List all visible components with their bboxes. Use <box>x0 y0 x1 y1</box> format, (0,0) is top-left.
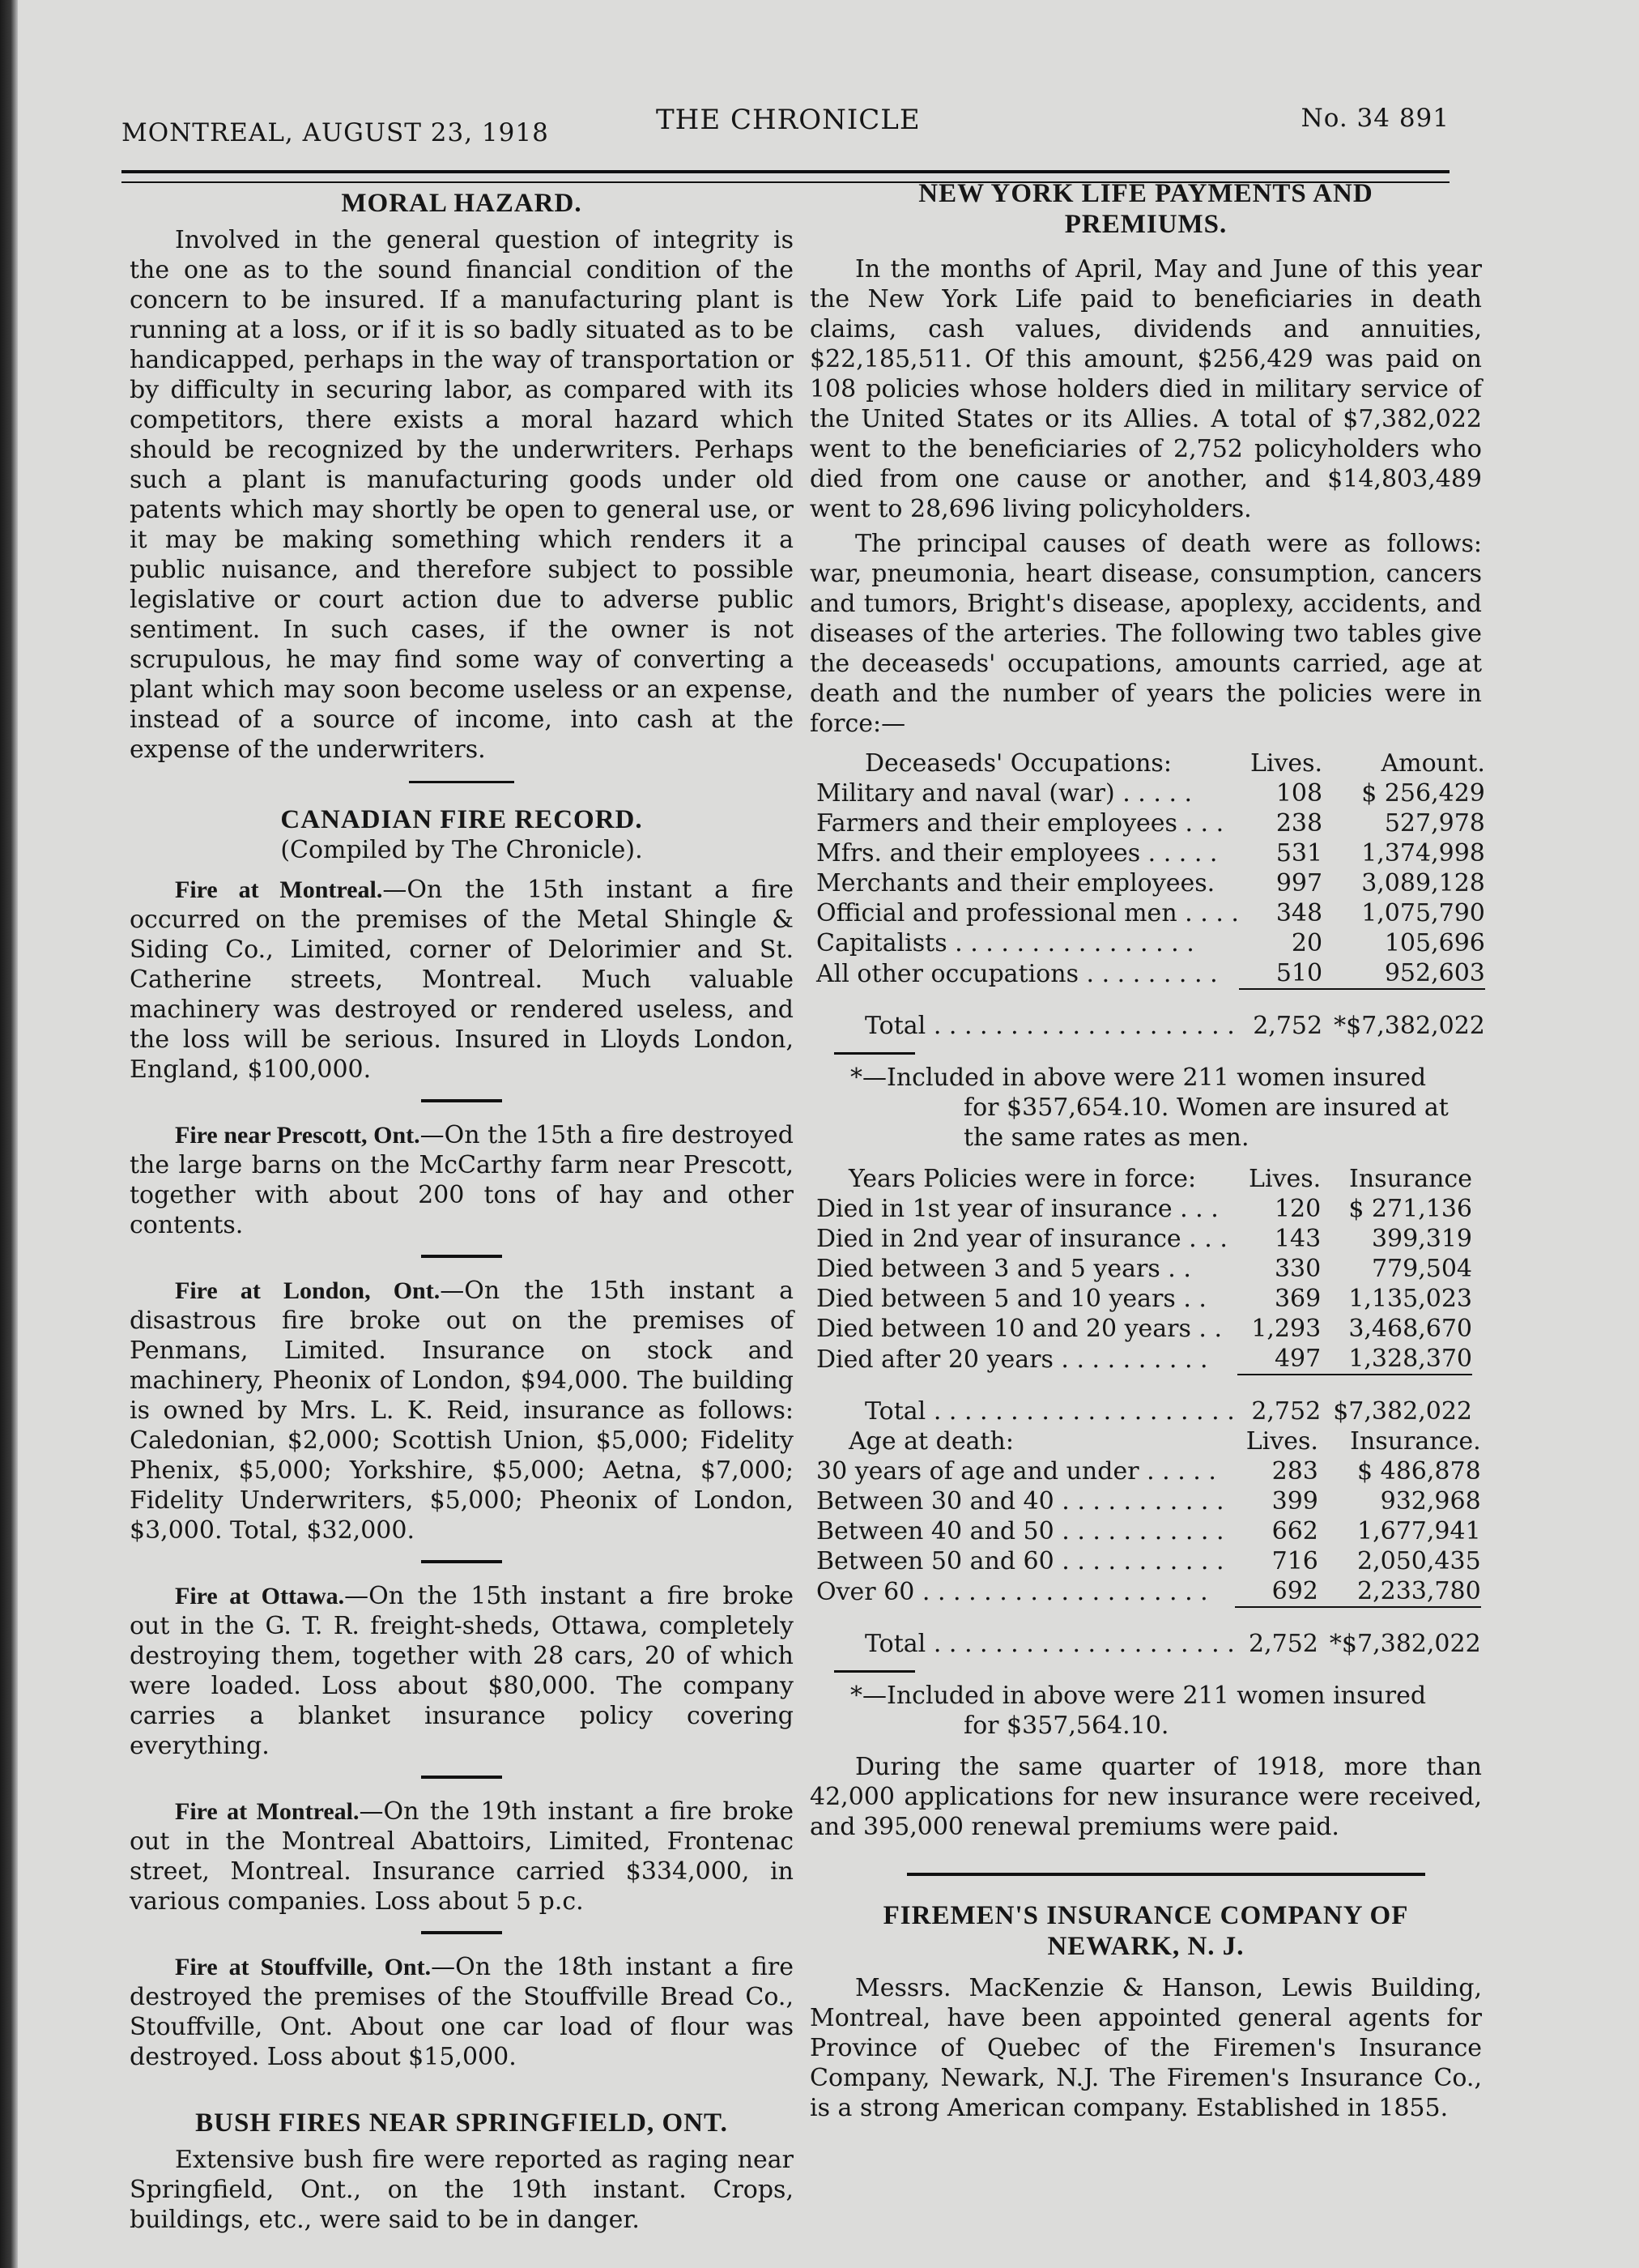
row-label: Official and professional men . . . . <box>816 899 1239 927</box>
total-amount: *$7,382,022 <box>1334 1012 1485 1040</box>
row-lives: 120 <box>1274 1195 1322 1223</box>
row-label: Died after 20 years . . . . . . . . . . <box>816 1345 1208 1374</box>
table-header-row <box>816 1164 1472 1194</box>
firemens-title-line2: NEWARK, N. J. <box>1047 1932 1245 1961</box>
table-row <box>816 898 1485 928</box>
fire-item <box>130 1120 794 1240</box>
header-date: MONTREAL, AUGUST 23, 1918 <box>121 118 549 147</box>
row-insurance: 779,504 <box>1371 1255 1472 1283</box>
row-label: Died in 2nd year of insurance . . . <box>816 1225 1228 1253</box>
table-row <box>816 1224 1472 1254</box>
footnote-line1: *—Included in above were 211 women insured <box>850 1064 1427 1092</box>
total-label: Total . . . . . . . . . . . . . . . . . . . . <box>865 1630 1235 1658</box>
row-insurance: 3,468,670 <box>1348 1315 1472 1343</box>
row-label: Capitalists . . . . . . . . . . . . . . . . <box>816 929 1194 957</box>
row-label: Between 50 and 60 . . . . . . . . . . . <box>816 1547 1224 1575</box>
separator <box>421 1560 502 1563</box>
row-lives: 662 <box>1271 1517 1318 1545</box>
table-row <box>816 838 1485 868</box>
row-amount: 1,374,998 <box>1361 839 1485 868</box>
table-row <box>816 1456 1481 1486</box>
table-row <box>816 1284 1472 1314</box>
row-insurance: 1,328,370 <box>1348 1345 1472 1373</box>
row-lives: 497 <box>1274 1345 1322 1373</box>
header-page-number: No. 34 891 <box>1301 104 1450 133</box>
bush-fires-body: Extensive bush fire were reported as raging near Springfield, Ont., on the 19th instant. Crops, buildings, etc., were said to be in danger. <box>130 2146 794 2234</box>
total-lives: 2,752 <box>1253 1012 1323 1040</box>
row-lives: 348 <box>1275 899 1323 927</box>
right-column <box>810 178 1485 2128</box>
sum-rule <box>816 989 1485 998</box>
footnote-line1: *—Included in above were 211 women insured <box>850 1682 1427 1710</box>
header-title: THE CHRONICLE <box>656 104 921 136</box>
row-amount: 527,978 <box>1384 809 1485 838</box>
row-lives: 143 <box>1274 1225 1322 1253</box>
table-row <box>816 808 1485 838</box>
table-row <box>816 1576 1481 1607</box>
total-insurance: $7,382,022 <box>1333 1397 1472 1426</box>
row-amount: 952,603 <box>1384 959 1485 987</box>
row-insurance: $ 271,136 <box>1348 1195 1472 1223</box>
footnote <box>834 1063 1482 1153</box>
fire-record-subtitle: (Compiled by The Chronicle). <box>280 836 643 864</box>
separator <box>421 1931 502 1934</box>
row-label: Between 30 and 40 . . . . . . . . . . . <box>816 1487 1224 1516</box>
table-header-label: Years Policies were in force: <box>849 1165 1197 1193</box>
footnote-line2: for $357,654.10. Women are insured at the same rates as men. <box>964 1094 1449 1152</box>
row-lives: 20 <box>1291 929 1323 957</box>
row-lives: 1,293 <box>1251 1315 1322 1343</box>
row-lives: 369 <box>1274 1285 1322 1313</box>
row-label: Died between 3 and 5 years . . <box>816 1255 1191 1283</box>
row-lives: 510 <box>1275 959 1323 987</box>
fire-item <box>130 1797 794 1916</box>
separator <box>421 1776 502 1779</box>
nyl-para3: During the same quarter of 1918, more than 42,000 applications for new insurance were received, and 395,000 renewal premiums were paid. <box>810 1753 1482 1841</box>
row-insurance: 2,233,780 <box>1356 1577 1481 1605</box>
table-header-lives: Lives. <box>1245 1427 1318 1456</box>
table-total-row <box>816 998 1485 1041</box>
table-header-row <box>816 748 1485 778</box>
moral-hazard-title: MORAL HAZARD. <box>341 189 582 218</box>
table-header-row <box>816 1426 1481 1456</box>
row-lives: 399 <box>1271 1487 1318 1516</box>
separator <box>834 1052 915 1055</box>
fire-item-text: —On the 19th instant a fire broke out in the Montreal Abattoirs, Limited, Frontenac street, Montreal. Insurance carried $334,000, in various companies. Loss about 5 p.c. <box>130 1797 794 1916</box>
table-row <box>816 958 1485 989</box>
nyl-title-line1: NEW YORK LIFE PAYMENTS AND <box>918 179 1373 208</box>
table-row <box>816 1314 1472 1344</box>
fire-item-lead: Fire near Prescott, Ont. <box>175 1122 420 1149</box>
table-row <box>816 1486 1481 1516</box>
table-row <box>816 1194 1472 1224</box>
row-label: Died in 1st year of insurance . . . <box>816 1195 1219 1223</box>
row-amount: 3,089,128 <box>1361 869 1485 897</box>
total-lives: 2,752 <box>1251 1397 1322 1426</box>
row-lives: 330 <box>1274 1255 1322 1283</box>
firemens-title-line1: FIREMEN'S INSURANCE COMPANY OF <box>883 1901 1409 1930</box>
total-lives: 2,752 <box>1249 1630 1318 1658</box>
table-total-row <box>816 1383 1472 1426</box>
fire-record-title: CANADIAN FIRE RECORD. <box>280 805 643 834</box>
row-insurance: 932,968 <box>1380 1487 1481 1516</box>
nyl-para2: The principal causes of death were as follows: war, pneumonia, heart disease, consumption, cancers and tumors, Bright's disease, apoplexy, accidents, and diseases of the arteries. The following two tables give the deceaseds' occupations, amounts carried, age at death and the number of years the policies were in force:— <box>810 530 1482 738</box>
separator <box>409 781 514 783</box>
row-amount: $ 256,429 <box>1361 779 1485 808</box>
row-label: 30 years of age and under . . . . . <box>816 1457 1216 1486</box>
moral-hazard-body: Involved in the general question of integrity is the one as to the sound financial condition of the concern to be insured. If a manufacturing plant is running at a loss, or if it is so badly situated as to be handicapped, perhaps in the way of transportation or by difficulty in securing labor, as compared with its competitors, there exists a moral hazard which should be recognized by the underwriters. Perhaps such a plant is manufacturing goods under old patents which may shortly be open to general use, or it may be making something which renders it a public nuisance, and therefore subject to possible legislative or court action due to adverse public sentiment. In such cases, if the owner is not scrupulous, he may find some way of converting a plant which may soon become useless or an expense, instead of a source of income, into cash at the expense of the underwriters. <box>130 226 794 764</box>
row-label: Over 60 . . . . . . . . . . . . . . . . . . . <box>816 1577 1208 1606</box>
row-lives: 238 <box>1275 809 1323 838</box>
row-label: Farmers and their employees . . . <box>816 809 1224 838</box>
fire-item-text: —On the 18th instant a fire destroyed the premises of the Stouffville Bread Co., Stouffville, Ont. About one car load of flour was destroyed. Loss about $15,000. <box>130 1953 794 2071</box>
row-insurance: 1,135,023 <box>1348 1285 1472 1313</box>
fire-item-text: —On the 15th a fire destroyed the large barns on the McCarthy farm near Prescott, together with about 200 tons of hay and other contents. <box>130 1121 794 1239</box>
row-label: All other occupations . . . . . . . . . <box>816 959 1218 988</box>
row-insurance: 2,050,435 <box>1356 1547 1481 1575</box>
table-header-insurance: Insurance. <box>1350 1427 1481 1456</box>
nyl-title <box>810 178 1482 240</box>
age-at-death-table <box>816 1426 1481 1659</box>
table-row <box>816 928 1485 958</box>
occupations-table <box>816 748 1485 1041</box>
row-label: Mfrs. and their employees . . . . . <box>816 839 1218 868</box>
fire-item-lead: Fire at Stouffville, Ont. <box>175 1954 432 1980</box>
row-amount: 1,075,790 <box>1361 899 1485 927</box>
fire-item-text: —On the 15th instant a disastrous fire broke out on the premises of Penmans, Limited. Insurance on stock and machinery, Pheonix of London, $94,000. The building is owned by Mrs. L. K. Reid, insurance as follows: Caledonian, $2,000; Scottish Union, $5,000; Fidelity Phenix, $5,000; Yorkshire, $5,000; Aetna, $7,000; Fidelity Underwriters, $5,000; Pheonix of London, $3,000. Total, $32,000. <box>130 1277 794 1545</box>
table-row <box>816 1254 1472 1284</box>
row-insurance: 1,677,941 <box>1356 1517 1481 1545</box>
fire-item <box>130 1276 794 1545</box>
row-amount: 105,696 <box>1384 929 1485 957</box>
row-lives: 997 <box>1275 869 1323 897</box>
row-lives: 283 <box>1271 1457 1318 1486</box>
separator <box>421 1099 502 1102</box>
row-insurance: $ 486,878 <box>1356 1457 1481 1486</box>
row-label: Military and naval (war) . . . . . <box>816 779 1193 808</box>
fire-item-lead: Fire at Montreal. <box>175 876 383 903</box>
table-header-lives: Lives. <box>1249 1165 1322 1193</box>
row-lives: 692 <box>1271 1577 1318 1605</box>
row-label: Died between 5 and 10 years . . <box>816 1285 1207 1313</box>
table-row <box>816 778 1485 808</box>
section-rule <box>907 1873 1425 1876</box>
fire-item-lead: Fire at Ottawa. <box>175 1583 345 1609</box>
table-row <box>816 868 1485 898</box>
table-row <box>816 1344 1472 1375</box>
row-label: Merchants and their employees. <box>816 869 1215 897</box>
footnote <box>834 1681 1482 1741</box>
table-header-lives: Lives. <box>1249 749 1323 778</box>
bush-fires-title: BUSH FIRES NEAR SPRINGFIELD, ONT. <box>195 2108 728 2138</box>
fire-item-text: —On the 15th instant a fire occurred on the premises of the Metal Shingle & Siding Co., Limited, corner of Delorimier and St. Catherine streets, Montreal. Much valuable machinery was destroyed or rendered useless, and the loss will be serious. Insured in Lloyds London, England, $100,000. <box>130 876 794 1084</box>
fire-item-text: —On the 15th instant a fire broke out in the G. T. R. freight-sheds, Ottawa, completely destroying them, together with 28 cars, 20 of which were loaded. Loss about $80,000. The company carries a blanket insurance policy covering everything. <box>130 1582 794 1760</box>
running-head <box>121 104 1450 152</box>
firemens-title <box>810 1900 1482 1962</box>
table-total-row <box>816 1616 1481 1659</box>
left-column <box>130 188 794 2240</box>
row-lives: 531 <box>1275 839 1323 868</box>
footnote-line2: for $357,564.10. <box>964 1712 1169 1740</box>
table-header-insurance: Insurance <box>1349 1165 1472 1193</box>
row-lives: 108 <box>1275 779 1323 808</box>
fire-item <box>130 1581 794 1761</box>
row-insurance: 399,319 <box>1371 1225 1472 1253</box>
fire-item <box>130 1952 794 2072</box>
nyl-para1: In the months of April, May and June of this year the New York Life paid to beneficiaries in death claims, cash values, dividends and annuities, $22,185,511. Of this amount, $256,429 was paid on 108 policies whose holders died in military service of the United States or its Allies. A total of $7,382,022 went to the beneficiaries of 2,752 policyholders who died from one cause or another, and $14,803,489 went to 28,696 living policyholders. <box>810 255 1482 523</box>
firemens-body: Messrs. MacKenzie & Hanson, Lewis Building, Montreal, have been appointed general agents for Province of Quebec of the Firemen's Insurance Company, Newark, N.J. The Firemen's Insurance Co., is a strong American company. Established in 1855. <box>810 1974 1482 2122</box>
fire-item-lead: Fire at Montreal. <box>175 1798 360 1825</box>
sum-rule <box>816 1375 1472 1383</box>
row-lives: 716 <box>1271 1547 1318 1575</box>
total-label: Total . . . . . . . . . . . . . . . . . . . . <box>865 1397 1235 1426</box>
row-label: Between 40 and 50 . . . . . . . . . . . <box>816 1517 1224 1545</box>
separator <box>421 1255 502 1258</box>
sum-rule <box>816 1607 1481 1616</box>
years-in-force-table <box>816 1164 1472 1426</box>
table-header-amount: Amount. <box>1381 749 1485 778</box>
table-row <box>816 1516 1481 1546</box>
table-header-label: Deceaseds' Occupations: <box>865 749 1172 778</box>
total-label: Total . . . . . . . . . . . . . . . . . . . . <box>865 1012 1235 1040</box>
table-header-label: Age at death: <box>849 1427 1014 1456</box>
binding-edge <box>0 0 18 2268</box>
separator <box>834 1670 915 1673</box>
row-label: Died between 10 and 20 years . . <box>816 1315 1223 1343</box>
fire-item <box>130 875 794 1085</box>
fire-item-lead: Fire at London, Ont. <box>175 1277 441 1304</box>
table-row <box>816 1546 1481 1576</box>
nyl-title-line2: PREMIUMS. <box>1064 210 1228 239</box>
total-insurance: *$7,382,022 <box>1329 1630 1481 1658</box>
